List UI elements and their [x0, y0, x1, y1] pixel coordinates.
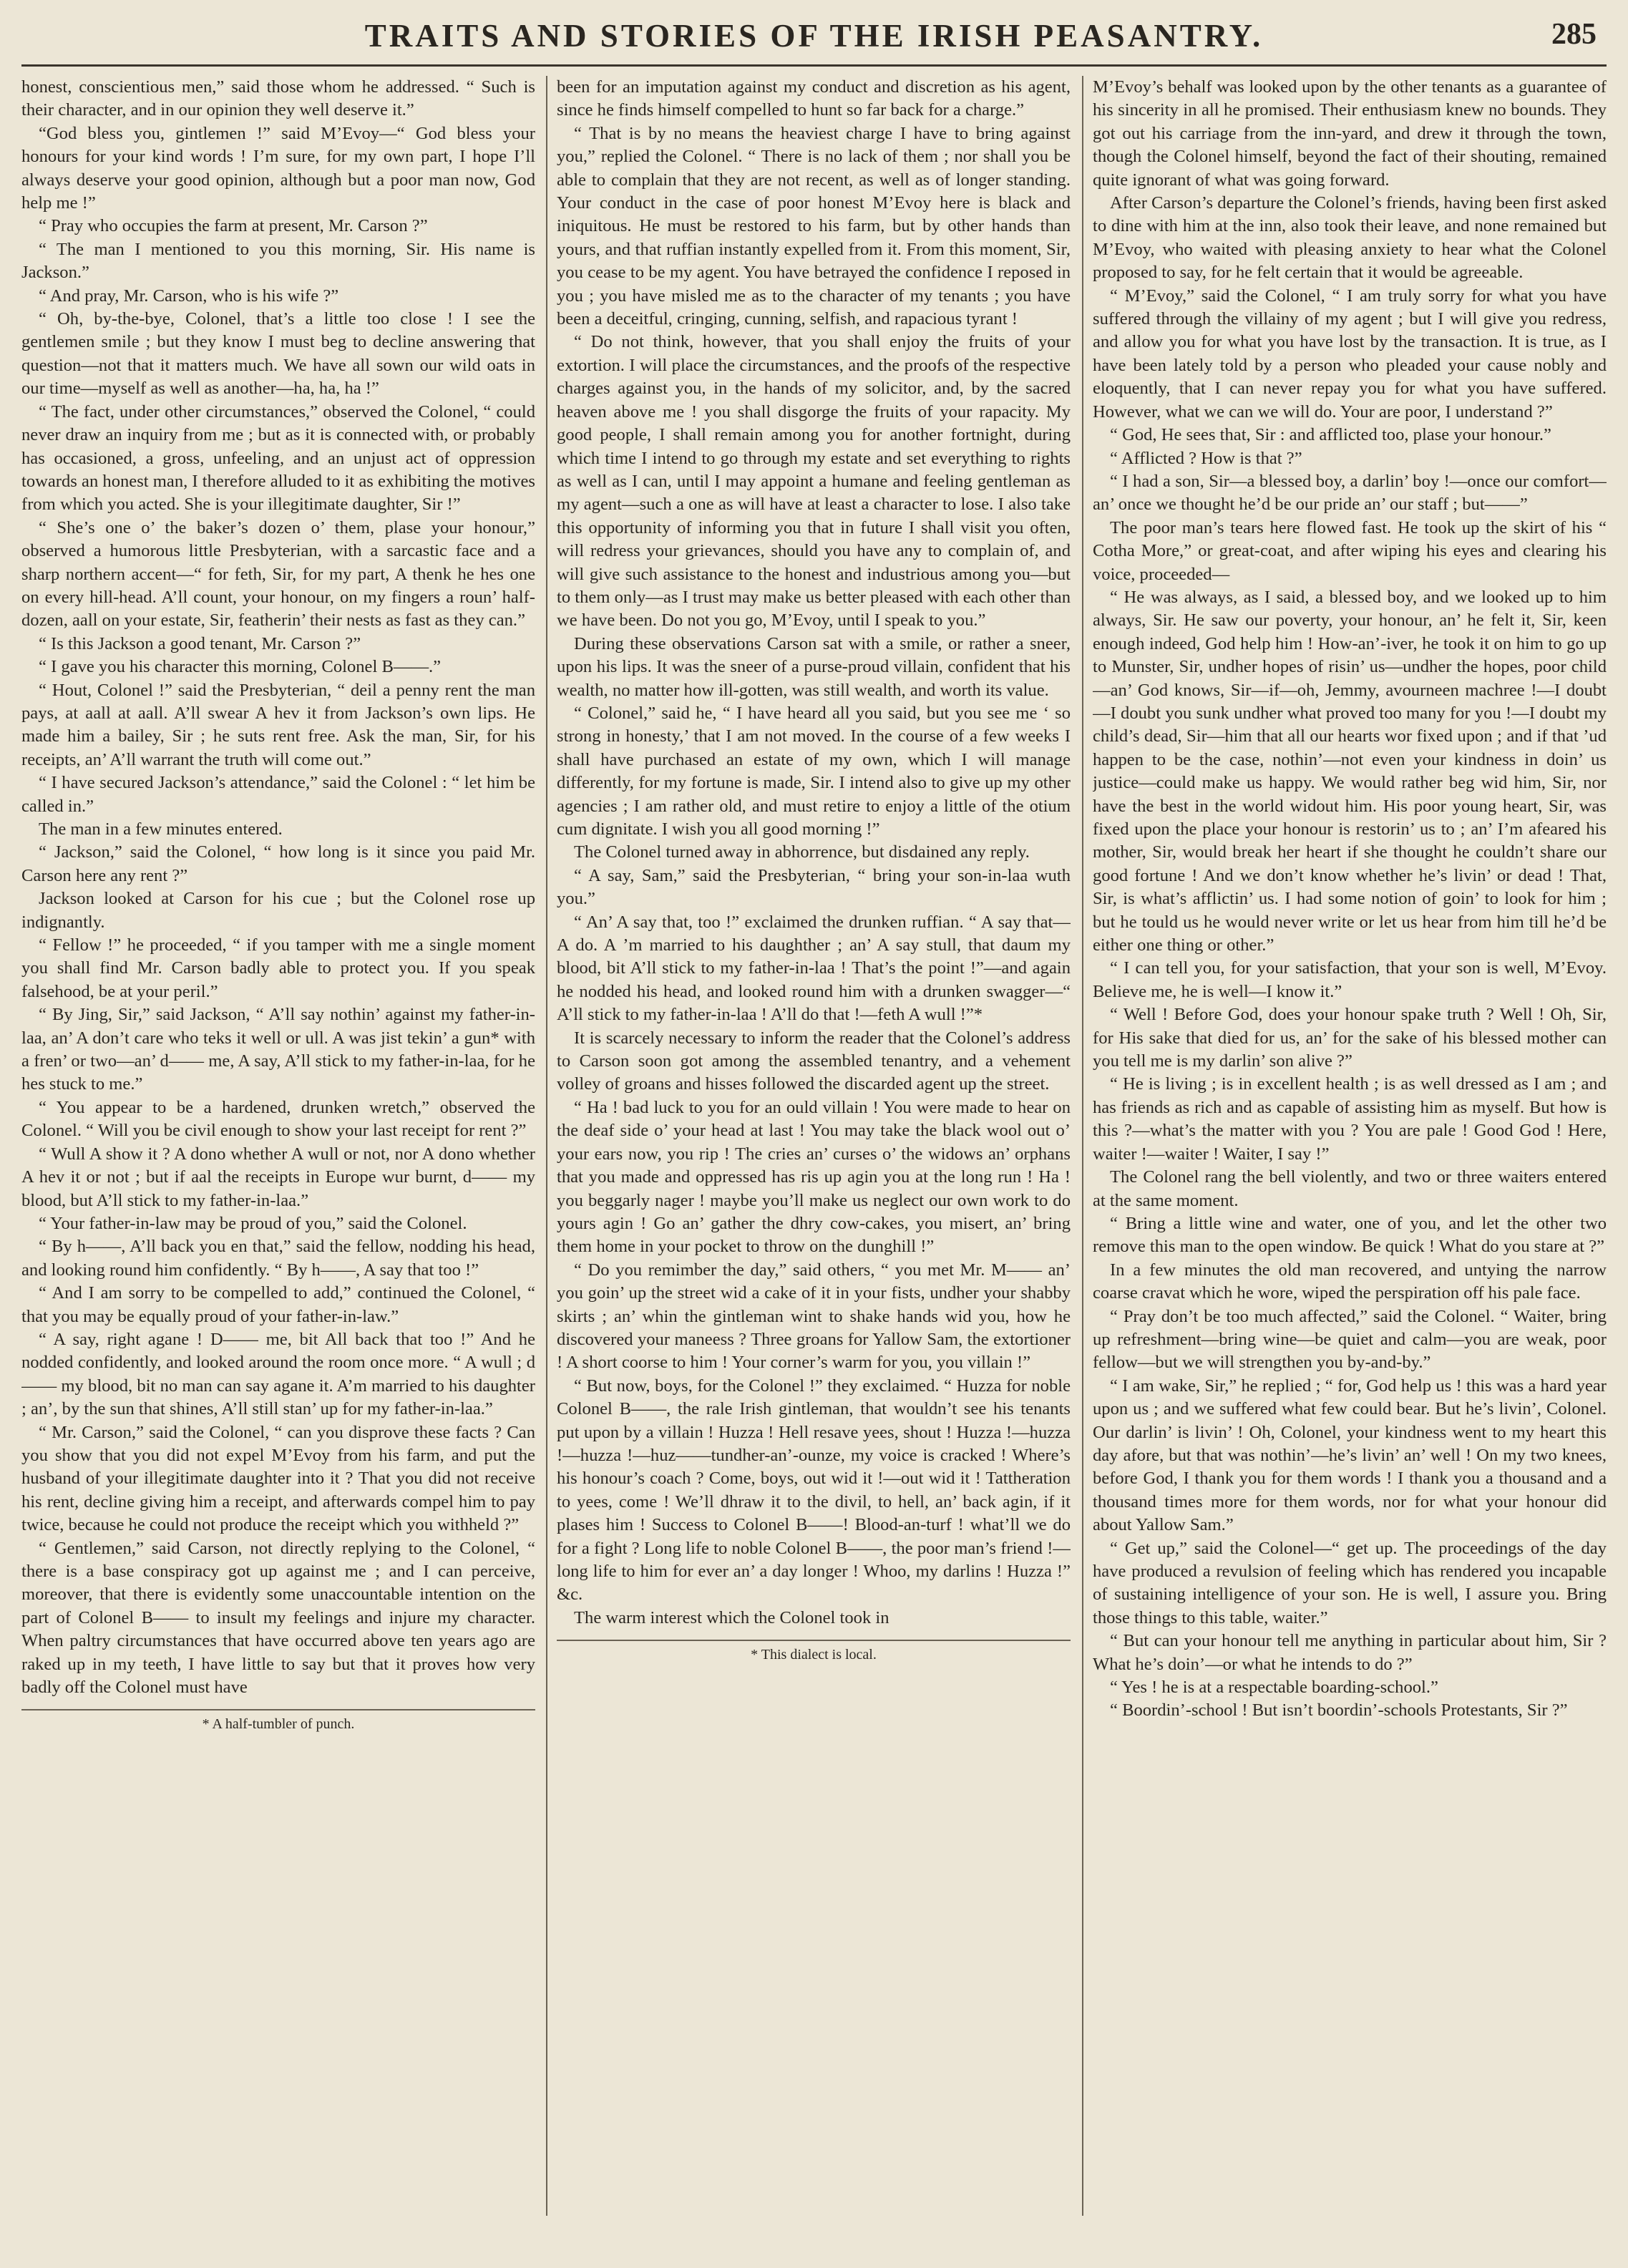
- paragraph: M’Evoy’s behalf was looked upon by the other tenants as a guarantee of his sincerity in all he promised. Their enthusiasm knew no bounds. They got out his carriage from the inn-yard, and drew it through the town, though the Colonel himself, beyond the fact of their shouting, remained quite ignorant of what was going forward.: [1093, 77, 1607, 190]
- paragraph: It is scarcely necessary to inform the reader that the Colonel’s address to Carson soon got among the assembled tenantry, and a vehement volley of groans and hisses followed the discarded agent up the street.: [557, 1028, 1071, 1094]
- paragraph: “ I am wake, Sir,” he replied ; “ for, God help us ! this was a hard year upon us ; and we suffered what few could bear. But he’s livin’, Colonel. Our darlin’ is livin’ ! Oh, Colonel, your kindness went to my heart this day afore, but that was nothin’—he’s livin’ an’ well ! On my two knees, before God, I thank you for them words ! I thank you a thousand and a thousand times more for them words, nor for what your honour did about Yallow Sam.”: [1093, 1376, 1607, 1535]
- paragraph: “ Is this Jackson a good tenant, Mr. Carson ?”: [39, 633, 361, 653]
- paragraph: “ Fellow !” he proceeded, “ if you tamper with me a single moment you shall find Mr. Carson badly able to protect you. If you speak falsehood, be at your peril.”: [21, 935, 535, 1001]
- column-divider: [546, 76, 547, 2216]
- paragraph: “ I had a son, Sir—a blessed boy, a darlin’ boy !—once our comfort—an’ once we thought he’d be our pride an’ our staff ; but——”: [1093, 471, 1607, 515]
- paragraph: “ Boordin’-school ! But isn’t boordin’-schools Protestants, Sir ?”: [1110, 1700, 1568, 1721]
- paragraph: “ Gentlemen,” said Carson, not directly replying to the Colonel, “ there is a base conspiracy got up against me ; and I can perceive, moreover, that there is evidently some unaccountable intention on the part of Colonel B—— to insult my feelings and injure my character. When paltry circumstances that have occurred above ten years ago are raked up in my teeth, I have little to say but that it proves how very badly off the Colonel must have: [21, 1538, 535, 1698]
- paragraph: “ Mr. Carson,” said the Colonel, “ can you disprove these facts ? Can you show that you did not expel M’Evoy from his farm, and put the husband of your illegitimate daughter into it ? That you did not receive his rent, decline giving him a receipt, and afterwards compel him to pay twice, because he could not produce the receipt which you withheld ?”: [21, 1422, 535, 1535]
- paragraph: The poor man’s tears here flowed fast. He took up the skirt of his “ Cotha More,” or great-coat, and after wiping his eyes and clearing his voice, proceeded—: [1093, 517, 1607, 584]
- paragraph: “ He is living ; is in excellent health ; is as well dressed as I am ; and has friends as rich and as capable of assisting him as myself. But how is this ?—what’s the matter with you ? You are pale ! Good God ! Here, waiter !—waiter ! Waiter, I say !”: [1093, 1074, 1607, 1164]
- paragraph: “ Colonel,” said he, “ I have heard all you said, but you see me ‘ so strong in honesty,’ that I am not moved. In the course of a few weeks I shall have purchased an estate of my own, which I will manage differently, for my fortune is made, Sir. I intend also to give up my other agencies ; I am rather old, and must retire to enjoy a little of the otium cum dignitate. I wish you all good morning !”: [557, 703, 1071, 839]
- paragraph: “ She’s one o’ the baker’s dozen o’ them, plase your honour,” observed a humorous little Presbyterian, with a sarcastic face and a sharp northern accent—“ for feth, Sir, for my part, A thenk he hes one on every hill-head. A’ll count, your honour, on my fingers a roun’ half-dozen, aall on your estate, Sir, featherin’ their nests as fast as they can.”: [21, 517, 535, 631]
- paragraph: During these observations Carson sat with a smile, or rather a sneer, upon his lips. It was the sneer of a purse-proud villain, confident that his wealth, no matter how ill-gotten, was still wealth, and worth its value.: [557, 633, 1071, 700]
- paragraph: “ Pray don’t be too much affected,” said the Colonel. “ Waiter, bring up refreshment—bring wine—be quiet and calm—you are weak, poor fellow—but we will strengthen you by-and-by.”: [1093, 1306, 1607, 1373]
- paragraph: “ I have secured Jackson’s attendance,” said the Colonel : “ let him be called in.”: [21, 773, 535, 816]
- page-number: 285: [1551, 18, 1597, 51]
- paragraph: “ God, He sees that, Sir : and afflicted too, plase your honour.”: [1110, 425, 1551, 445]
- paragraph: “ M’Evoy,” said the Colonel, “ I am truly sorry for what you have suffered through the villainy of my agent ; but I will give you redress, and allow you for what you have lost by the transaction. It is true, as I have been lately told by a person who pleaded your cause nobly and eloquently, that I can never repay you for what you have suffered. However, what we can we will do. Your are poor, I understand ?”: [1093, 286, 1607, 422]
- paragraph: “ He was always, as I said, a blessed boy, and we looked up to him always, Sir. He saw our poverty, your honour, an’ he felt it, Sir, keen enough indeed, God help him ! How-an’-iver, he took it on him to go up to Munster, Sir, undher hopes of risin’ us—undher the hopes, poor child—an’ God knows, Sir—if—oh, Jemmy, avourneen machree !—I doubt—I doubt you sunk undher what proved too many for you !—I doubt my child’s dead, Sir—him that all our hearts wor fixed upon ; and if that ’ud happen to be the case, nothin’—not even your kindness in doin’ us justice—could make us happy. We would rather beg wid him, Sir, nor have the best in the world widout him. His poor young heart, Sir, was fixed upon the place your honour is restorin’ us to ; an’ I’m afeared his mother, Sir, would break her heart if she thought he couldn’t share our good fortune ! And we don’t know whether he’s livin’ or dead ! That, Sir, is what’s afflictin’ us. I had some notion of goin’ to look for him ; but he tould us he would never write or let us hear from him till he’d be either one thing or other.”: [1093, 587, 1607, 955]
- paragraph: “ Wull A show it ? A dono whether A wull or not, nor A dono whether A hev it or not ; but if aal the receipts in Europe wur burnt, d—— my blood, but A’ll stick to my father-in-laa.”: [21, 1144, 535, 1210]
- paragraph: “ And I am sorry to be compelled to add,” continued the Colonel, “ that you may be equally proud of your father-in-law.”: [21, 1283, 535, 1326]
- paragraph: “ By Jing, Sir,” said Jackson, “ A’ll say nothin’ against my father-in-laa, an’ A don’t care who teks it well or ull. A was jist tekin’ a gun* with a fren’ or two—an’ d—— me, A say, A’ll stick to my father-in-laa, for he hes stuck to me.”: [21, 1005, 535, 1094]
- running-title: TRAITS AND STORIES OF THE IRISH PEASANTRY.: [364, 18, 1264, 54]
- column-2: [557, 76, 1071, 2216]
- paragraph: After Carson’s departure the Colonel’s friends, having been first asked to dine with him at the inn, also took their leave, and none remained but M’Evoy, who waited with pleasing anxiety to hear what the Colonel proposed to say, for he felt certain that it would be agreeable.: [1093, 193, 1607, 283]
- paragraph: “ A say, right agane ! D—— me, bit All back that too !” And he nodded confidently, and looked around the room once more. “ A wull ; d—— my blood, bit no man can say agane it. A’m married to his daughter ; an’, by the sun that shines, A’ll still stan’ up for my father-in-laa.”: [21, 1329, 535, 1419]
- paragraph: “ Jackson,” said the Colonel, “ how long is it since you paid Mr. Carson here any rent ?”: [21, 842, 535, 885]
- running-head: [21, 13, 1607, 67]
- paragraph: “ I can tell you, for your satisfaction, that your son is well, M’Evoy. Believe me, he is well—I know it.”: [1093, 958, 1607, 1001]
- paragraph: “ Pray who occupies the farm at present, Mr. Carson ?”: [39, 216, 428, 236]
- paragraph: “ Your father-in-law may be proud of you,” said the Colonel.: [39, 1213, 467, 1233]
- paragraph: “ The man I mentioned to you this morning, Sir. His name is Jackson.”: [21, 239, 535, 283]
- paragraph: “ Afflicted ? How is that ?”: [1110, 448, 1302, 468]
- paragraph: “ I gave you his character this morning, Colonel B——.”: [39, 657, 442, 677]
- paragraph: “ You appear to be a hardened, drunken wretch,” observed the Colonel. “ Will you be civil enough to show your last receipt for rent ?”: [21, 1097, 535, 1141]
- paragraph: been for an imputation against my conduct and discretion as his agent, since he finds himself compelled to hunt so far back for a charge.”: [557, 77, 1071, 120]
- paragraph: “ But now, boys, for the Colonel !” they exclaimed. “ Huzza for noble Colonel B——, the rale Irish gintleman, that wouldn’t see his tenants put upon by a villain ! Huzza ! Hell resave yees, shout ! Huzza !—huzza !—huzza !—huz——tundher-an’-ounze, my voice is cracked ! Where’s his honour’s coach ? Come, boys, out wid it !—out wid it ! Tattheration to yees, come ! We’ll dhraw it to the divil, to hell, an’ back agin, if it plases him ! Success to Colonel B——! Blood-an-turf ! what’ll we do for a fight ? Long life to noble Colonel B——, the poor man’s friend !—long life to him for ever an’ a day longer ! Whoo, my darlins ! Huzza !” &c.: [557, 1376, 1071, 1605]
- paragraph: In a few minutes the old man recovered, and untying the narrow coarse cravat which he wore, wiped the perspiration off his pale face.: [1093, 1260, 1607, 1303]
- paragraph: “ The fact, under other circumstances,” observed the Colonel, “ could never draw an inquiry from me ; but as it is connected with, or probably has occasioned, a gross, unfeeling, and an unjust act of oppression towards an honest man, I therefore alluded to it as exhibiting the motives from which you acted. She is your illegitimate daughter, Sir !”: [21, 401, 535, 515]
- paragraph: “ Oh, by-the-bye, Colonel, that’s a little too close ! I see the gentlemen smile ; but they know I must beg to decline answering that question—not that it matters much. We have all sown our wild oats in our time—myself as well as another—ha, ha, ha !”: [21, 309, 535, 399]
- paragraph: The warm interest which the Colonel took in: [574, 1607, 889, 1627]
- paragraph: “God bless you, gintlemen !” said M’Evoy—“ God bless your honours for your kind words ! I’m sure, for my own part, I hope I’ll always deserve your good opinion, although but a poor man now, God help me !”: [21, 123, 535, 213]
- paragraph: “ That is by no means the heaviest charge I have to bring against you,” replied the Colonel. “ There is no lack of them ; nor shall you be able to complain that they are not recent, as well as of longer standing. Your conduct in the case of poor honest M’Evoy here is black and iniquitous. He must be restored to his farm, but by other hands than yours, and that ruffian instantly expelled from it. From this moment, Sir, you cease to be my agent. You have betrayed the confidence I reposed in you ; you have misled me as to the character of my tenants ; you have been a deceitful, cringing, cunning, selfish, and rapacious tyrant !: [557, 123, 1071, 329]
- paragraph: “ But can your honour tell me anything in particular about him, Sir ? What he’s doin’—or what he intends to do ?”: [1093, 1631, 1607, 1674]
- paragraph: “ An’ A say that, too !” exclaimed the drunken ruffian. “ A say that—A do. A ’m married to his daughther ; an’ A say stull, that daum my blood, bit A’ll stick to my father-in-laa ! That’s the point !”—and again he nodded his head, and looked round him with a drunken swagger—“ A’ll stick to my father-in-laa ! A’ll do that !—feth A wull !”*: [557, 912, 1071, 1025]
- footnote: * A half-tumbler of punch.: [21, 1709, 535, 1733]
- paragraph: “ Yes ! he is at a respectable boarding-school.”: [1110, 1678, 1438, 1698]
- paragraph: “ And pray, Mr. Carson, who is his wife ?”: [39, 286, 339, 306]
- paragraph: honest, conscientious men,” said those whom he addressed. “ Such is their character, and in our opinion they well deserve it.”: [21, 77, 535, 120]
- footnote: * This dialect is local.: [557, 1640, 1071, 1664]
- paragraph: Jackson looked at Carson for his cue ; but the Colonel rose up indignantly.: [21, 889, 535, 932]
- paragraph: “ Get up,” said the Colonel—“ get up. The proceedings of the day have produced a revulsion of feeling which has rendered you incapable of sustaining intelligence of your son. He is well, I assure you. Bring those things to this table, waiter.”: [1093, 1538, 1607, 1627]
- paragraph: “ Ha ! bad luck to you for an ould villain ! You were made to hear on the deaf side o’ your head at last ! You may take the black wool out o’ your ears now, you rip ! The cries an’ curses o’ the widows an’ orphans that you made and oppressed has ris up agin you at the long run ! Ha ! you beggarly nager ! maybe you’ll make us neglect our own work to do yours agin ! Go an’ gather the dhry cow-cakes, you misert, an’ bring them home in your pocket to throw on the dunghill !”: [557, 1097, 1071, 1257]
- paragraph: “ Hout, Colonel !” said the Presbyterian, “ deil a penny rent the man pays, at aall at aall. A’ll swear A hev it from Jackson’s own lips. He made him a bailey, Sir ; he suts rent free. Ask the man, Sir, for his receipts, an’ A’ll warrant the truth will come out.”: [21, 680, 535, 769]
- column-1: [21, 76, 535, 2216]
- paragraph: “ Do not think, however, that you shall enjoy the fruits of your extortion. I will place the circumstances, and the proofs of the respective charges against you, in the hands of my solicitor, and, by the sacred heaven above me ! you shall disgorge the fruits of your rapacity. My good people, I shall remain among you for another fortnight, during which time I intend to go through my estate and set everything to rights as well as I can, until I may appoint a humane and feeling gentleman as my agent—such a one as will have at least a character to lose. I also take this opportunity of informing you that in future I shall visit you often, will redress your grievances, should you have any to complain of, and will give such assistance to the honest and industrious among you—but to them only—as I trust may make us better pleased with each other than we have been. Do not you go, M’Evoy, until I speak to you.”: [557, 332, 1071, 631]
- paragraph: “ Well ! Before God, does your honour spake truth ? Well ! Oh, Sir, for His sake that died for us, an’ for the sake of his blessed mother can you tell me is my darlin’ son alive ?”: [1093, 1005, 1607, 1071]
- paragraph: “ By h——, A’ll back you en that,” said the fellow, nodding his head, and looking round him confidently. “ By h——, A say that too !”: [21, 1237, 535, 1280]
- paragraph: The Colonel rang the bell violently, and two or three waiters entered at the same moment.: [1093, 1167, 1607, 1210]
- paragraph: The Colonel turned away in abhorrence, but disdained any reply.: [574, 842, 1030, 862]
- paragraph: The man in a few minutes entered.: [39, 819, 283, 839]
- paragraph: “ A say, Sam,” said the Presbyterian, “ bring your son-in-laa wuth you.”: [557, 865, 1071, 909]
- text-columns: [21, 76, 1607, 2216]
- paragraph: “ Do you remimber the day,” said others, “ you met Mr. M—— an’ you goin’ up the street wid a cake of it in your fists, undher your shabby skirts ; an’ whin the gintleman wint to shake hands wid you, how he discovered your maneess ? Three groans for Yallow Sam, the extortioner ! A short coorse to him ! Your corner’s warm for you, you villain !”: [557, 1260, 1071, 1373]
- column-divider: [1082, 76, 1083, 2216]
- column-3: [1093, 76, 1607, 2216]
- paragraph: “ Bring a little wine and water, one of you, and let the other two remove this man to the open window. Be quick ! What do you stare at ?”: [1093, 1213, 1607, 1257]
